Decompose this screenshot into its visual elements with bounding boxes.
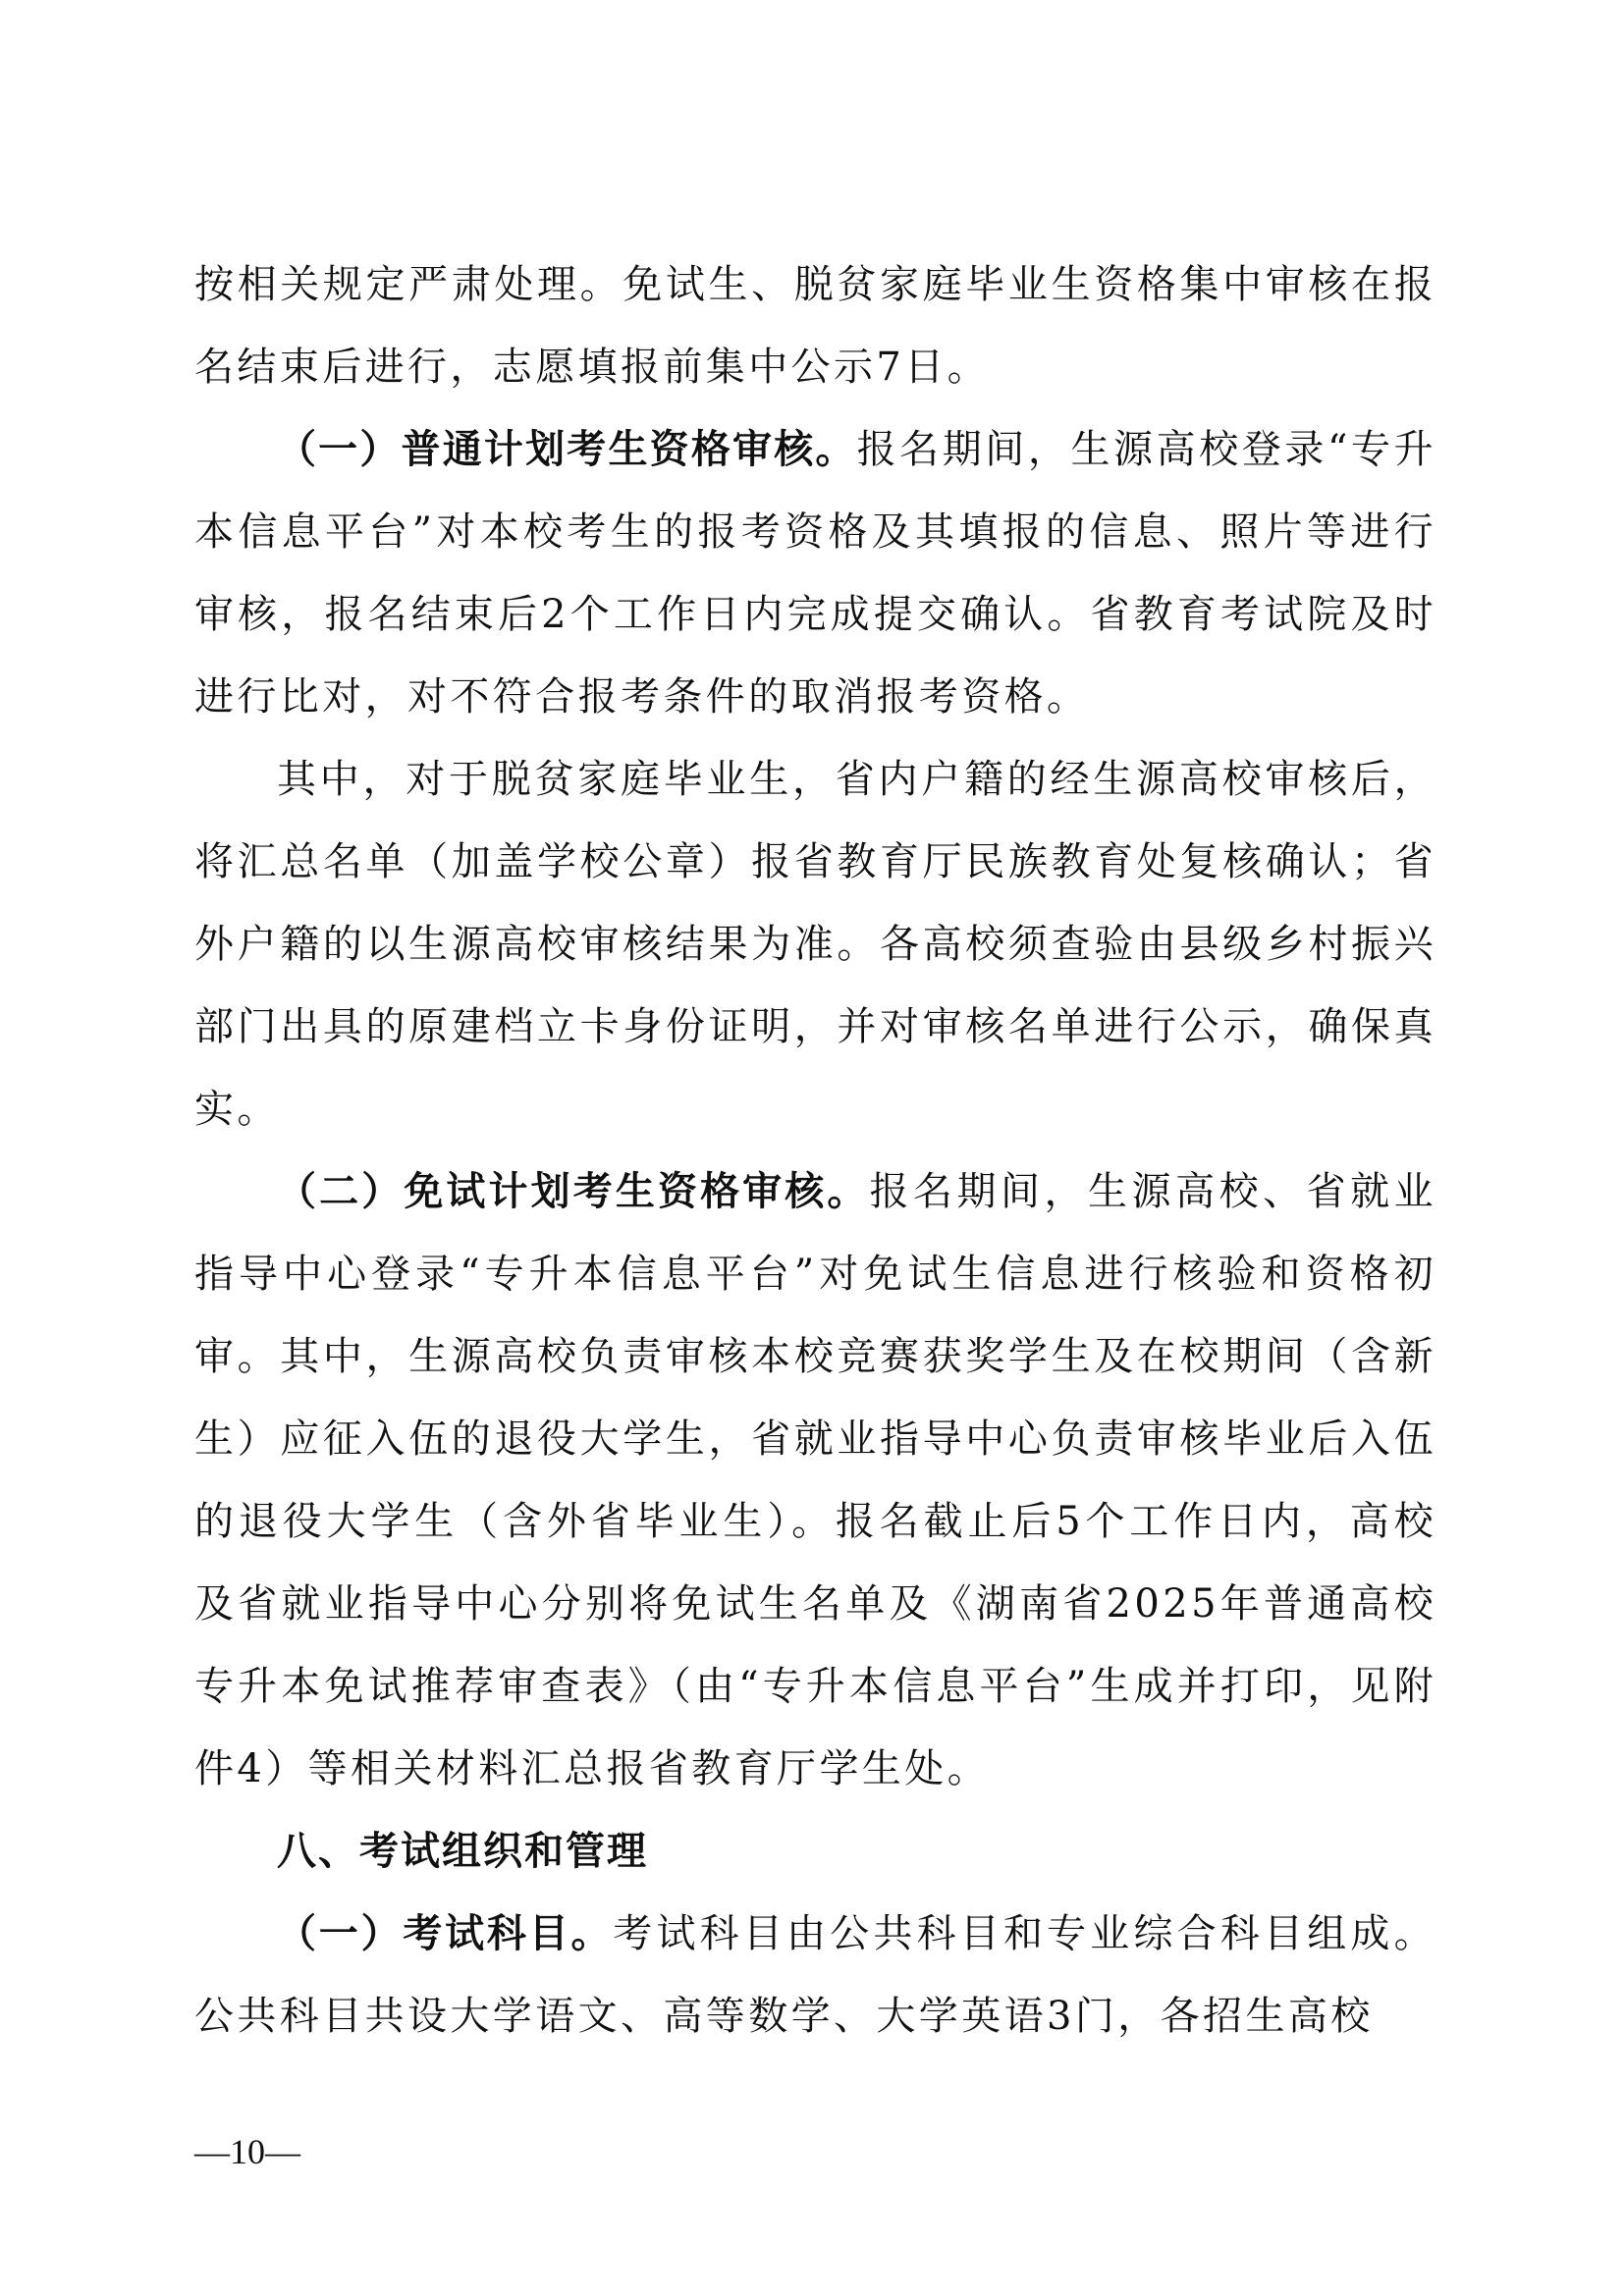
page-number: —10— [194,2132,300,2171]
paragraph-text: 其中，对于脱贫家庭毕业生，省内户籍的经生源高校审核后，将汇总名单（加盖学校公章）报省教育厅民族教育处复核确认；省外户籍的以生源高校审核结果为准。各高校须查验由县级乡村振兴部门出具的原建档立卡身份证明，并对审核名单进行公示，确保真实。 [194,757,1436,1132]
paragraph-lead: （一）普通计划考生资格审核。 [277,427,857,472]
paragraph-exam-subjects [194,1893,1436,2057]
paragraph-text: 按相关规定严肃处理。免试生、脱贫家庭毕业生资格集中审核在报名结束后进行，志愿填报前集中公示7日。 [194,262,1436,390]
section-heading: 八、考试组织和管理 [277,1829,648,1874]
body-text [194,243,1436,2057]
paragraph-poverty-graduates [194,738,1436,1150]
paragraph-exempt-plan-review [194,1150,1436,1810]
paragraph-lead: （二）免试计划考生资格审核。 [277,1169,870,1214]
paragraph-general-plan-review [194,408,1436,738]
paragraph-continuation [194,243,1436,408]
paragraph-text: 报名期间，生源高校、省就业指导中心登录“专升本信息平台”对免试生信息进行核验和资格初审。其中，生源高校负责审核本校竞赛获奖学生及在校期间（含新生）应征入伍的退役大学生，省就业指导中心负责审核毕业后入伍的退役大学生（含外省毕业生）。报名截止后5个工作日内，高校及省就业指导中心分别将免试生名单及《湖南省2025年普通高校专升本免试推荐审查表》（由“专升本信息平台”生成并打印，见附件4）等相关材料汇总报省教育厅学生处。 [194,1169,1437,1791]
paragraph-lead: （一）考试科目。 [277,1911,614,1956]
paragraph-text: 报名期间，生源高校登录“专升本信息平台”对本校考生的报考资格及其填报的信息、照片等进行审核，报名结束后2个工作日内完成提交确认。省教育考试院及时进行比对，对不符合报考条件的取消报考资格。 [194,427,1436,720]
paragraph-text: 考试科目由公共科目和专业综合科目组成。公共科目共设大学语文、高等数学、大学英语3门，各招生高校 [194,1911,1436,2039]
